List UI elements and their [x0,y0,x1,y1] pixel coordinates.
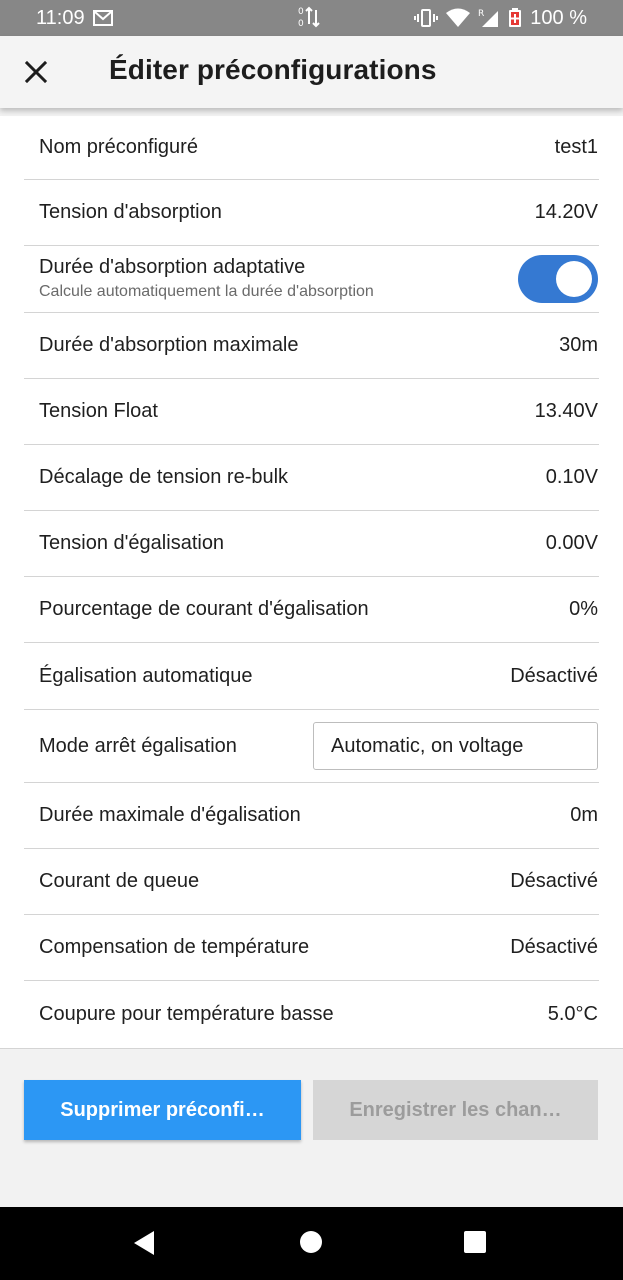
setting-value: 13.40V [534,400,598,422]
status-left [36,7,113,30]
setting-value: test1 [554,136,598,158]
setting-value: 30m [559,334,598,356]
vibrate-icon [414,9,438,27]
setting-row-adaptive-absorption [24,246,599,313]
setting-row-equalization-stop-mode [24,710,599,783]
recents-icon [463,1230,487,1254]
setting-label: Tension d'absorption [39,201,222,223]
setting-row-max-equalization-time[interactable] [24,783,599,849]
setting-value: Désactivé [510,870,598,892]
network-up-digit: 0 [298,7,304,17]
setting-label: Égalisation automatique [39,664,253,687]
setting-label: Compensation de température [39,936,310,958]
setting-label: Courant de queue [39,870,200,892]
setting-value: Désactivé [510,664,598,687]
status-right [414,7,587,30]
setting-label: Durée maximale d'égalisation [39,804,301,826]
setting-row-max-absorption-time[interactable] [24,313,599,379]
setting-label: Tension d'égalisation [39,532,225,554]
content-area [0,108,623,1207]
setting-value: 14.20V [534,201,598,223]
close-icon [25,61,47,83]
setting-label: Tension Float [39,400,158,422]
dropdown-selected-value: Automatic, on voltage [331,734,524,757]
setting-label: Coupure pour température basse [39,1003,334,1025]
setting-row-float-voltage[interactable] [24,379,599,445]
roaming-indicator: R [478,9,485,19]
setting-row-preset-name[interactable] [24,116,599,180]
setting-value: 5.0°C [547,1003,598,1025]
save-changes-button: Enregistrer les chan… [313,1080,598,1140]
setting-label: Nom préconfiguré [39,136,198,158]
delete-preset-button[interactable]: Supprimer préconfi… [24,1080,301,1140]
wifi-icon [446,8,470,28]
home-icon [299,1230,323,1254]
setting-sublabel: Calcule automatiquement la durée d'absorption [39,283,374,300]
setting-value: 0.00V [545,532,598,554]
equalization-stop-mode-dropdown[interactable] [313,722,598,770]
recents-button[interactable] [463,1230,487,1259]
home-button[interactable] [299,1230,323,1259]
setting-value: Désactivé [510,936,598,958]
battery-icon [508,8,522,28]
system-navigation-bar [0,1207,623,1280]
status-time: 11:09 [36,6,85,29]
setting-label: Décalage de tension re-bulk [39,466,289,488]
setting-label: Durée d'absorption adaptative [39,256,306,278]
setting-row-rebulk-offset[interactable] [24,445,599,511]
setting-label: Mode arrêt égalisation [39,734,237,757]
back-button[interactable] [132,1230,158,1261]
setting-row-low-temperature-cutoff[interactable] [24,981,599,1048]
close-button[interactable] [20,56,52,88]
setting-label: Pourcentage de courant d'égalisation [39,598,369,620]
page-title: Éditer préconfigurations [109,54,437,85]
setting-row-equalization-voltage[interactable] [24,511,599,577]
data-transfer-icon [296,4,322,30]
setting-row-auto-equalization[interactable] [24,643,599,710]
toggle-knob [556,261,592,297]
signal-icon [478,8,500,28]
mail-icon [93,10,113,26]
setting-row-equalization-current[interactable] [24,577,599,643]
app-bar [0,36,623,108]
status-bar [0,0,623,36]
setting-value: 0% [569,598,598,620]
setting-row-tail-current[interactable] [24,849,599,915]
setting-row-absorption-voltage[interactable] [24,180,599,246]
network-down-digit: 0 [298,19,304,29]
setting-label: Durée d'absorption maximale [39,334,299,356]
setting-value: 0.10V [545,466,598,488]
back-icon [132,1230,158,1256]
setting-value: 0m [570,804,598,826]
setting-row-temperature-compensation[interactable] [24,915,599,981]
battery-percent: 100 % [530,6,587,29]
setting-label-group [24,255,374,303]
adaptive-absorption-toggle[interactable] [518,255,598,303]
settings-list [0,116,623,1049]
